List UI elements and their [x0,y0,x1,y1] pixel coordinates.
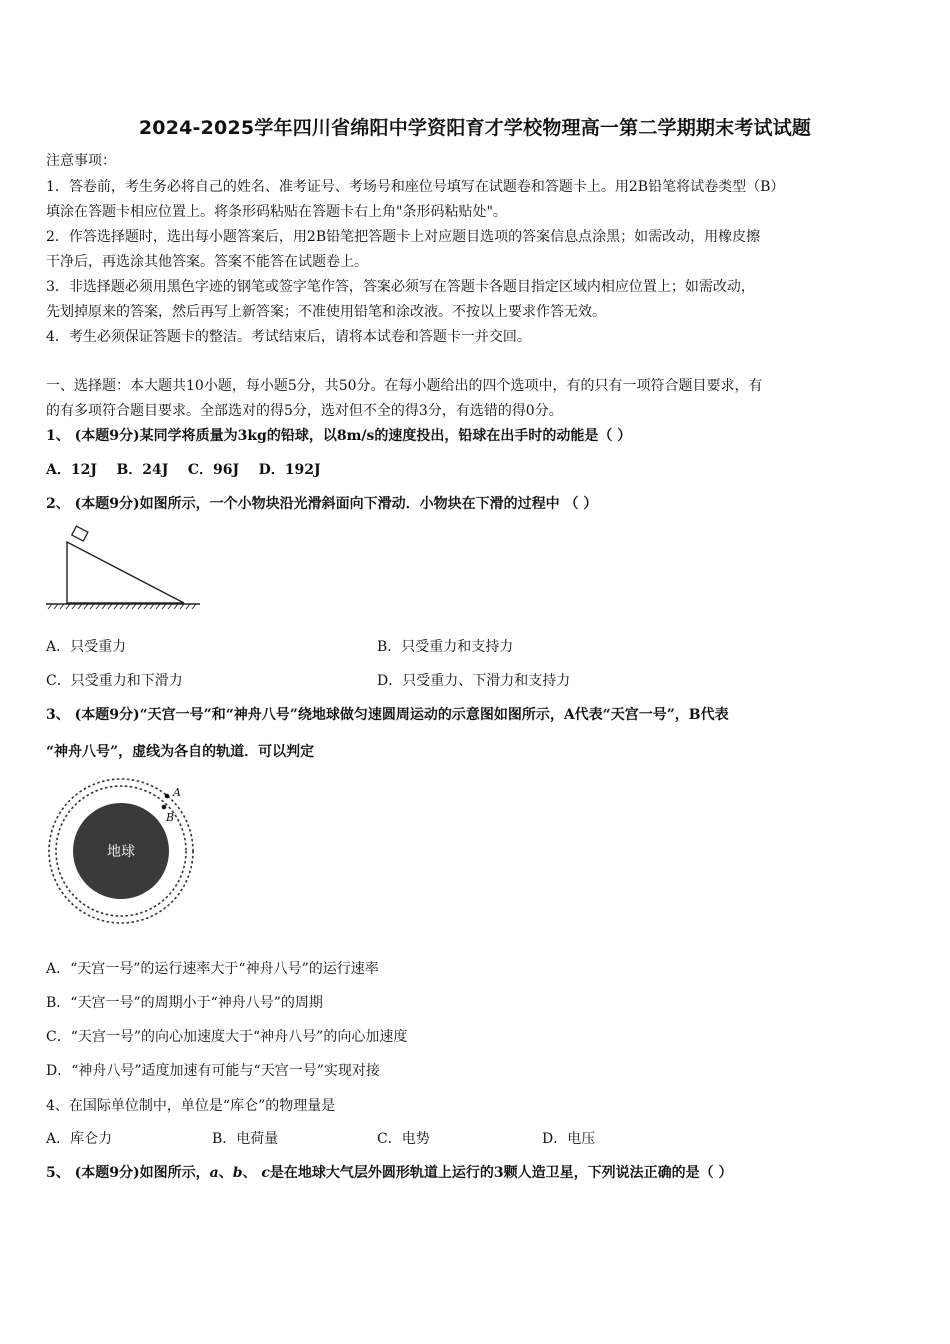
question-4-option-c: C．电势 [377,1131,430,1147]
notice-line: 先划掉原来的答案，然后再写上新答案；不准使用铅笔和涂改液。不按以上要求作答无效。 [46,304,606,320]
notice-line: 填涂在答题卡相应位置上。将条形码粘贴在答题卡右上角"条形码粘贴处"。 [46,204,507,220]
notice-line: 干净后，再选涂其他答案。答案不能答在试题卷上。 [46,254,368,270]
question-5-stem-suffix: 是在地球大气层外圆形轨道上运行的3颗人造卫星，下列说法正确的是（ ） [269,1165,733,1181]
notice-line: 4．考生必须保证答题卡的整洁。考试结束后，请将本试卷和答题卡一并交回。 [46,329,531,345]
satellite-a-dot [165,794,170,799]
question-2-option-d: D．只受重力、下滑力和支持力 [377,673,571,689]
question-4-stem: 4、在国际单位制中，单位是“库仑”的物理量是 [46,1098,336,1114]
question-4-option-b: B．电荷量 [212,1131,279,1147]
question-2-option-c: C．只受重力和下滑力 [46,673,183,689]
question-3-option-d: D．“神舟八号”适度加速有可能与“天宫一号”实现对接 [46,1063,380,1079]
earth-label: 地球 [107,844,135,860]
incline-figure [44,524,204,610]
question-5-var-a: a [209,1165,219,1181]
question-5-sep: 、 [242,1165,262,1181]
question-5-stem-prefix: 5、 (本题9分)如图所示， [46,1165,210,1181]
satellite-a-label: A [173,786,181,799]
notice-line: 2．作答选择题时，选出每小题答案后，用2B铅笔把答题卡上对应题目选项的答案信息点涂黑；如需改动，用橡皮擦 [46,229,761,245]
question-5-var-c: c [261,1165,270,1181]
incline-triangle [67,542,184,603]
question-3-stem-cont: “神舟八号”，虚线为各自的轨道．可以判定 [46,744,315,760]
notice-line: 3．非选择题必须用黑色字迹的钢笔或签字笔作答，答案必须写在答题卡各题目指定区域内相应位置上；如需改动， [46,279,755,295]
question-1-options: A．12J B．24J C．96J D．192J [46,462,321,478]
page-title: 2024-2025学年四川省绵阳中学资阳育才学校物理高一第二学期期末考试试题 [138,117,812,139]
question-3-option-c: C．“天宫一号”的向心加速度大于“神舟八号”的向心加速度 [46,1029,408,1045]
question-2-stem: 2、 (本题9分)如图所示，一个小物块沿光滑斜面向下滑动．小物块在下滑的过程中 （ ） [46,496,598,512]
question-5-sep: 、 [218,1165,233,1181]
question-3-stem: 3、 (本题9分)“天宫一号”和“神舟八号”绕地球做匀速圆周运动的示意图如图所示，A代表“天宫一号”，B代表 [46,707,729,723]
question-3-option-b: B．“天宫一号”的周期小于“神舟八号”的周期 [46,995,323,1011]
question-2-option-a: A．只受重力 [46,639,127,655]
question-3-option-a: A．“天宫一号”的运行速率大于“神舟八号”的运行速率 [46,961,379,977]
sliding-block [72,526,88,541]
question-1-stem: 1、 (本题9分)某同学将质量为3kg的铅球，以8m/s的速度投出，铅球在出手时的动能是（ ） [46,428,632,444]
question-5-stem [46,1164,733,1182]
question-4-option-a: A．库仑力 [46,1131,113,1147]
question-2-option-b: B．只受重力和支持力 [377,639,514,655]
satellite-b-label: B [166,811,175,824]
section-heading: 一、选择题：本大题共10小题，每小题5分，共50分。在每小题给出的四个选项中，有的只有一项符合题目要求，有 [46,378,763,394]
orbit-figure [46,776,201,926]
section-heading-cont: 的有多项符合题目要求。全部选对的得5分，选对但不全的得3分，有选错的得0分。 [46,403,563,419]
satellite-b-dot [162,805,167,810]
notice-heading: 注意事项： [46,153,116,169]
notice-line: 1．答卷前，考生务必将自己的姓名、准考证号、考场号和座位号填写在试题卷和答题卡上。用2B铅笔将试卷类型（B） [46,179,785,195]
question-4-option-d: D．电压 [542,1131,596,1147]
question-5-var-b: b [232,1165,243,1181]
